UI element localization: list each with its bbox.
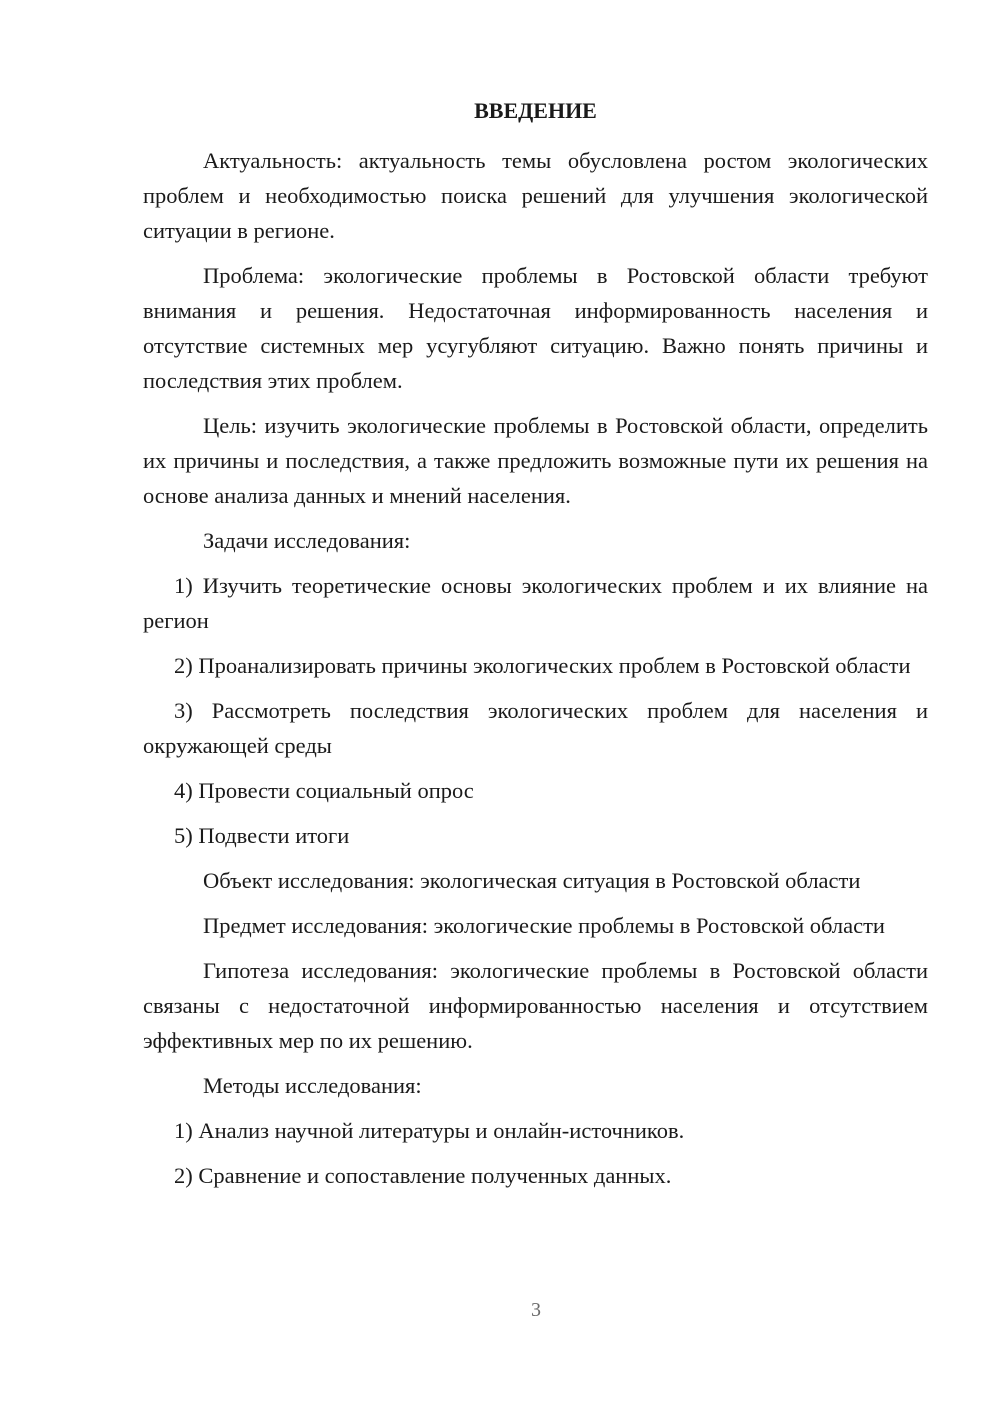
hypothesis-paragraph: Гипотеза исследования: экологические проблемы в Ростовской области связаны с недостаточной информированностью населения и отсутствием эффективных мер по их решению. xyxy=(143,958,928,1053)
task-item-1: 1) Изучить теоретические основы экологических проблем и их влияние на регион xyxy=(143,573,928,633)
problem-paragraph: Проблема: экологические проблемы в Ростовской области требуют внимания и решения. Недостаточная информированность населения и отсутствие системных мер усугубляют ситуацию. Важно понять причины и последствия этих проблем. xyxy=(143,263,928,393)
document-page xyxy=(143,95,928,1203)
section-heading: ВВЕДЕНИЕ xyxy=(474,98,597,123)
task-item-2: 2) Проанализировать причины экологических проблем в Ростовской области xyxy=(174,653,911,678)
task-item-5: 5) Подвести итоги xyxy=(174,823,350,848)
page-number: 3 xyxy=(531,1299,541,1321)
method-item-2: 2) Сравнение и сопоставление полученных данных. xyxy=(174,1163,672,1188)
research-object-paragraph: Объект исследования: экологическая ситуация в Ростовской области xyxy=(203,868,861,893)
relevance-paragraph: Актуальность: актуальность темы обусловлена ростом экологических проблем и необходимостью поиска решений для улучшения экологической ситуации в регионе. xyxy=(143,148,928,243)
method-item-1: 1) Анализ научной литературы и онлайн-источников. xyxy=(174,1118,685,1143)
methods-heading: Методы исследования: xyxy=(203,1073,422,1098)
task-item-4: 4) Провести социальный опрос xyxy=(174,778,474,803)
tasks-heading: Задачи исследования: xyxy=(203,528,411,553)
task-item-3: 3) Рассмотреть последствия экологических проблем для населения и окружающей среды xyxy=(143,698,928,758)
research-subject-paragraph: Предмет исследования: экологические проблемы в Ростовской области xyxy=(203,913,885,938)
goal-paragraph: Цель: изучить экологические проблемы в Ростовской области, определить их причины и последствия, а также предложить возможные пути их решения на основе анализа данных и мнений населения. xyxy=(143,413,928,508)
